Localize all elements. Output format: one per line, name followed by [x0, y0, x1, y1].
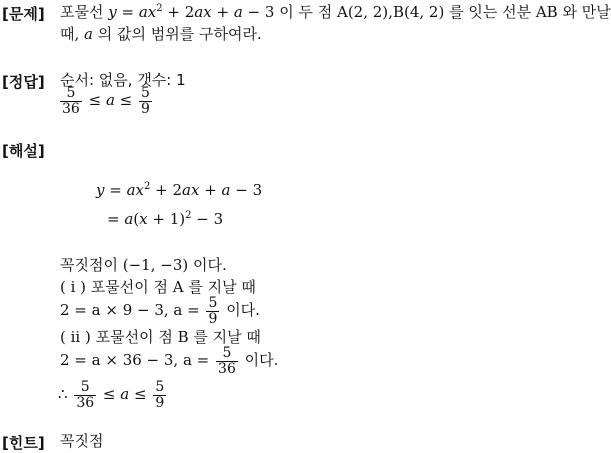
point-a: A(2, 2) [337, 3, 389, 21]
explanation-label: [해설] [2, 142, 45, 160]
equation-line-2: = $a(x + 1)^2 - 3$ [107, 210, 224, 228]
answer-lower-fraction: $\frac{5}{36}$ [62, 85, 80, 117]
case2-equation: 2 = a × 36 − 3, a = $\frac{5}{36}$ 이다. [60, 345, 279, 377]
hint-label: [힌트] [2, 434, 45, 452]
conclusion-lower-fraction: $\frac{5}{36}$ [76, 379, 95, 411]
hint-text: 꼭짓점 [60, 432, 104, 450]
answer-meta: 순서: 없음, 갯수: 1 [60, 71, 186, 89]
case2-fraction: $\frac{5}{36}$ [218, 345, 236, 377]
problem-label: [문제] [2, 5, 45, 23]
case2-title: ( ii ) 포물선이 점 B 를 지날 때 [60, 328, 261, 346]
answer-upper-fraction: $\frac{5}{9}$ [141, 85, 150, 117]
conclusion-upper-fraction: $\frac{5}{9}$ [155, 379, 165, 411]
case1-fraction: $\frac{5}{9}$ [208, 295, 218, 327]
case1-title: ( i ) 포물선이 점 A 를 지날 때 [60, 278, 256, 296]
conclusion-line: ∴ $\frac{5}{36}$ ≤ a ≤ $\frac{5}{9}$ [58, 379, 165, 411]
equation-line-1: $y = ax^2 + 2ax + a - 3$ [96, 181, 263, 199]
answer-range: $\frac{5}{36}$ ≤ a ≤ $\frac{5}{9}$ [62, 85, 150, 117]
problem-mid2: 를 잇는 선분 AB 와 만날 [449, 3, 611, 21]
problem-equation: $y = ax^2 + 2ax + a - 3$ [108, 3, 275, 21]
problem-line-1: 포물선 $y = ax^2 + 2ax + a - 3$ 이 두 점 A(2, 2),B(4, 2) 를 잇는 선분 AB 와 만날 [60, 3, 611, 21]
vertex-line: 꼭짓점이 (−1, −3) 이다. [60, 256, 227, 274]
answer-label: [정답] [2, 73, 45, 91]
problem-mid1: 이 두 점 [279, 3, 333, 21]
problem-line2-pre: 때, [60, 25, 80, 43]
problem-prefix: 포물선 [60, 3, 104, 21]
case1-equation: 2 = a × 9 − 3, a = $\frac{5}{9}$ 이다. [60, 295, 260, 327]
problem-line2-post: 의 값의 범위를 구하여라. [97, 25, 262, 43]
problem-line-2: 때, a 의 값의 범위를 구하여라. [60, 25, 262, 43]
point-b: B(4, 2) [392, 3, 445, 21]
